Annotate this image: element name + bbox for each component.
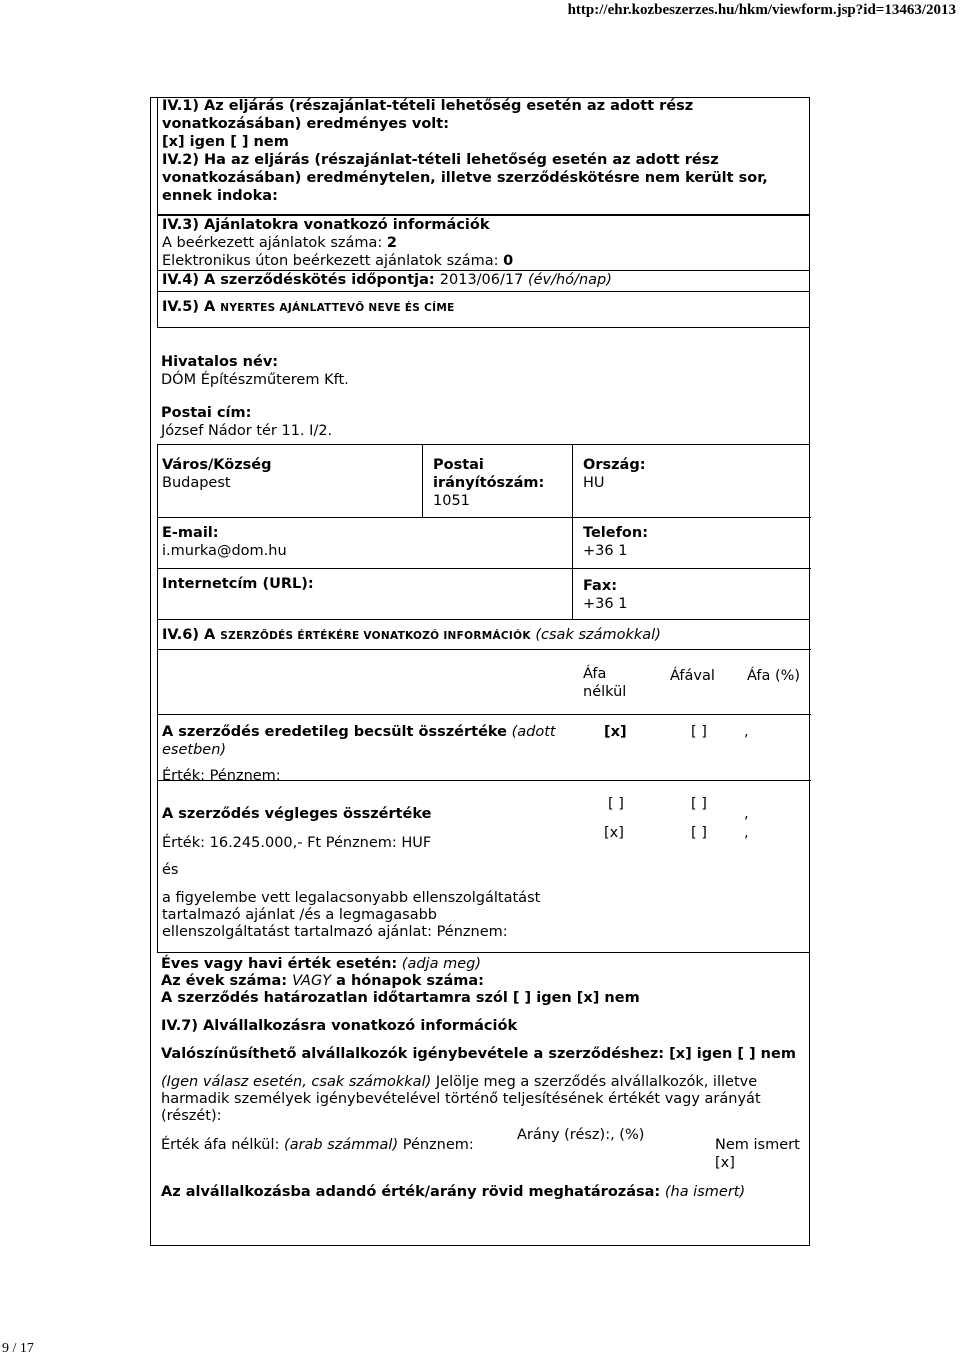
subcontract-yes-line1: (Igen válasz esetén, csak számokkal) Jelölje meg a szerződés alvállalkozók, illetve (161, 1074, 758, 1090)
orig-value-line: Érték: Pénznem: (162, 768, 281, 784)
col-net-label-1: Áfa (583, 666, 607, 682)
orig-value-note: esetben) (162, 742, 227, 758)
range-line-1: a figyelembe vett legalacsonyabb ellenszolgáltatást (162, 890, 541, 906)
final-r1-vat: , (744, 806, 749, 822)
phone-label: Telefon: (583, 525, 648, 541)
page-number: 9 / 17 (2, 1341, 34, 1356)
iv2-line2: vonatkozásában) eredménytelen, illetve szerződéskötésre nem került sor, (162, 170, 768, 186)
iv1-result: [x] igen [ ] nem (162, 134, 289, 150)
section-iv3 (157, 215, 810, 271)
annual-value-line: Éves vagy havi érték esetén: (adja meg) (161, 956, 481, 972)
subcontract-likely: Valószínűsíthető alvállalkozók igénybevétele a szerződéshez: [x] igen [ ] nem (161, 1046, 796, 1062)
iv7-title: IV.7) Alvállalkozásra vonatkozó információk (161, 1018, 518, 1034)
range-line-3: ellenszolgáltatást tartalmazó ajánlat: Pénznem: (162, 924, 508, 940)
zip-label-2: irányítószám: (433, 475, 545, 491)
and-text: és (162, 862, 179, 878)
zip-label-1: Postai (433, 457, 484, 473)
unknown-label: Nem ismert (715, 1137, 800, 1153)
section-iv1-iv2 (157, 97, 810, 215)
iv6-title: IV.6) A SZERZŐDÉS ÉRTÉKÉRE VONATKOZÓ INFORMÁCIÓK (csak számokkal) (162, 627, 661, 643)
official-name-label: Hivatalos név: (161, 354, 279, 370)
final-r2-net: [x] (604, 825, 624, 841)
subcontract-yes-line2: harmadik személyek igénybevételével történő teljesítésének értékét vagy arányát (161, 1091, 761, 1107)
iv3-title: IV.3) Ajánlatokra vonatkozó információk (162, 217, 490, 233)
unknown-check: [x] (715, 1155, 735, 1171)
col-gross-label: Áfával (670, 668, 715, 684)
city: Budapest (162, 475, 231, 491)
subcontract-yes-line3: (részét): (161, 1108, 222, 1124)
email: i.murka@dom.hu (162, 543, 287, 559)
col-vat-label: Áfa (%) (747, 668, 801, 684)
zip: 1051 (433, 493, 470, 509)
iv2-line1: IV.2) Ha az eljárás (részajánlat-tételi lehetőség esetén az adott rész (162, 152, 719, 168)
section-iv5 (157, 291, 810, 328)
orig-vat: , (744, 724, 749, 740)
subcontract-ratio: Arány (rész):, (%) (517, 1127, 645, 1143)
final-value-title: A szerződés végleges összértéke (162, 806, 432, 822)
postal-address-label: Postai cím: (161, 405, 252, 421)
email-label: E-mail: (162, 525, 219, 541)
final-r2-vat: , (744, 825, 749, 841)
years-months-line: Az évek száma: VAGY a hónapok száma: (161, 973, 484, 989)
final-r2-gross: [ ] (691, 825, 707, 841)
iv4-contract-date: IV.4) A szerződéskötés időpontja: 2013/06/17 (év/hó/nap) (162, 272, 612, 288)
postal-address: József Nádor tér 11. I/2. (161, 423, 333, 439)
city-label: Város/Község (162, 457, 272, 473)
country-label: Ország: (583, 457, 646, 473)
iv1-line2: vonatkozásában) eredményes volt: (162, 116, 450, 132)
address-grid (157, 444, 810, 620)
iv3-received: A beérkezett ajánlatok száma: 2 (162, 235, 397, 251)
final-r1-net: [ ] (608, 796, 624, 812)
range-line-2: tartalmazó ajánlat /és a legmagasabb (162, 907, 437, 923)
final-value-line: Érték: 16.245.000,- Ft Pénznem: HUF (162, 835, 432, 851)
orig-value-title: A szerződés eredetileg becsült összértéke (adott (162, 724, 556, 740)
official-name: DÓM Építészműterem Kft. (161, 372, 349, 388)
fax-label: Fax: (583, 578, 617, 594)
phone: +36 1 (583, 543, 628, 559)
iv5-title: IV.5) A NYERTES AJÁNLATTEVŐ NEVE ÉS CÍME (162, 299, 455, 315)
iv3-electronic: Elektronikus úton beérkezett ajánlatok száma: 0 (162, 253, 514, 269)
fax: +36 1 (583, 596, 628, 612)
section-iv6 (157, 619, 810, 953)
url-label: Internetcím (URL): (162, 576, 314, 592)
orig-gross-check: [ ] (691, 724, 707, 740)
orig-net-check: [x] (604, 724, 627, 740)
col-net-label-2: nélkül (583, 684, 627, 700)
section-iv4 (157, 270, 810, 292)
subcontract-short-desc: Az alvállalkozásba adandó érték/arány rövid meghatározása: (ha ismert) (161, 1184, 746, 1200)
form-frame (150, 97, 810, 1246)
iv1-line1: IV.1) Az eljárás (részajánlat-tételi lehetőség esetén az adott rész (162, 98, 694, 114)
subcontract-value: Érték áfa nélkül: (arab számmal) Pénznem: (161, 1137, 474, 1153)
country: HU (583, 475, 605, 491)
page-url: http://ehr.kozbeszerzes.hu/hkm/viewform.jsp?id=13463/2013 (567, 2, 956, 18)
indefinite-line: A szerződés határozatlan időtartamra szól [ ] igen [x] nem (161, 990, 640, 1006)
final-r1-gross: [ ] (691, 796, 707, 812)
iv2-line3: ennek indoka: (162, 188, 278, 204)
